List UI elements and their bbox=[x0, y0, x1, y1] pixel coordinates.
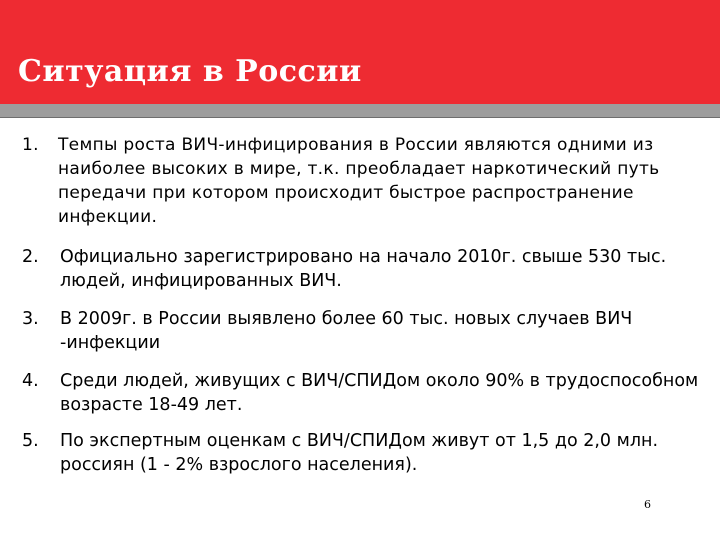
page-number: 6 bbox=[644, 498, 651, 511]
list-item bbox=[22, 133, 712, 229]
slide-title: Ситуация в России bbox=[18, 54, 362, 89]
list-item-text: Официально зарегистрировано на начало 2010г. свыше 530 тыс. людей, инфицированных ВИЧ. bbox=[60, 247, 667, 291]
title-bar bbox=[0, 0, 720, 104]
list-item-text: В 2009г. в России выявлено более 60 тыс. новых случаев ВИЧ -инфекции bbox=[60, 309, 633, 353]
list-item-text: Темпы роста ВИЧ-инфицирования в России являются одними из наиболее высоких в мире, т.к. преобладает наркотический путь передачи при котором происходит быстрое распространение инфекции. bbox=[58, 135, 660, 227]
list-item-number: 1. bbox=[22, 135, 39, 155]
list-item-text: Среди людей, живущих с ВИЧ/СПИДом около 90% в трудоспособном возрасте 18-49 лет. bbox=[60, 371, 699, 415]
title-divider bbox=[0, 104, 720, 117]
list-item bbox=[22, 307, 712, 355]
fact-list bbox=[22, 133, 712, 491]
list-item bbox=[22, 429, 712, 477]
list-item-number: 4. bbox=[22, 371, 39, 391]
title-divider-line bbox=[0, 117, 720, 118]
list-item-number: 2. bbox=[22, 247, 39, 267]
list-item-text: По экспертным оценкам с ВИЧ/СПИДом живут от 1,5 до 2,0 млн. россиян (1 - 2% взрослого населения). bbox=[60, 431, 659, 475]
list-item-number: 3. bbox=[22, 309, 39, 329]
list-item bbox=[22, 245, 712, 293]
list-item-number: 5. bbox=[22, 431, 39, 451]
list-item bbox=[22, 369, 712, 417]
